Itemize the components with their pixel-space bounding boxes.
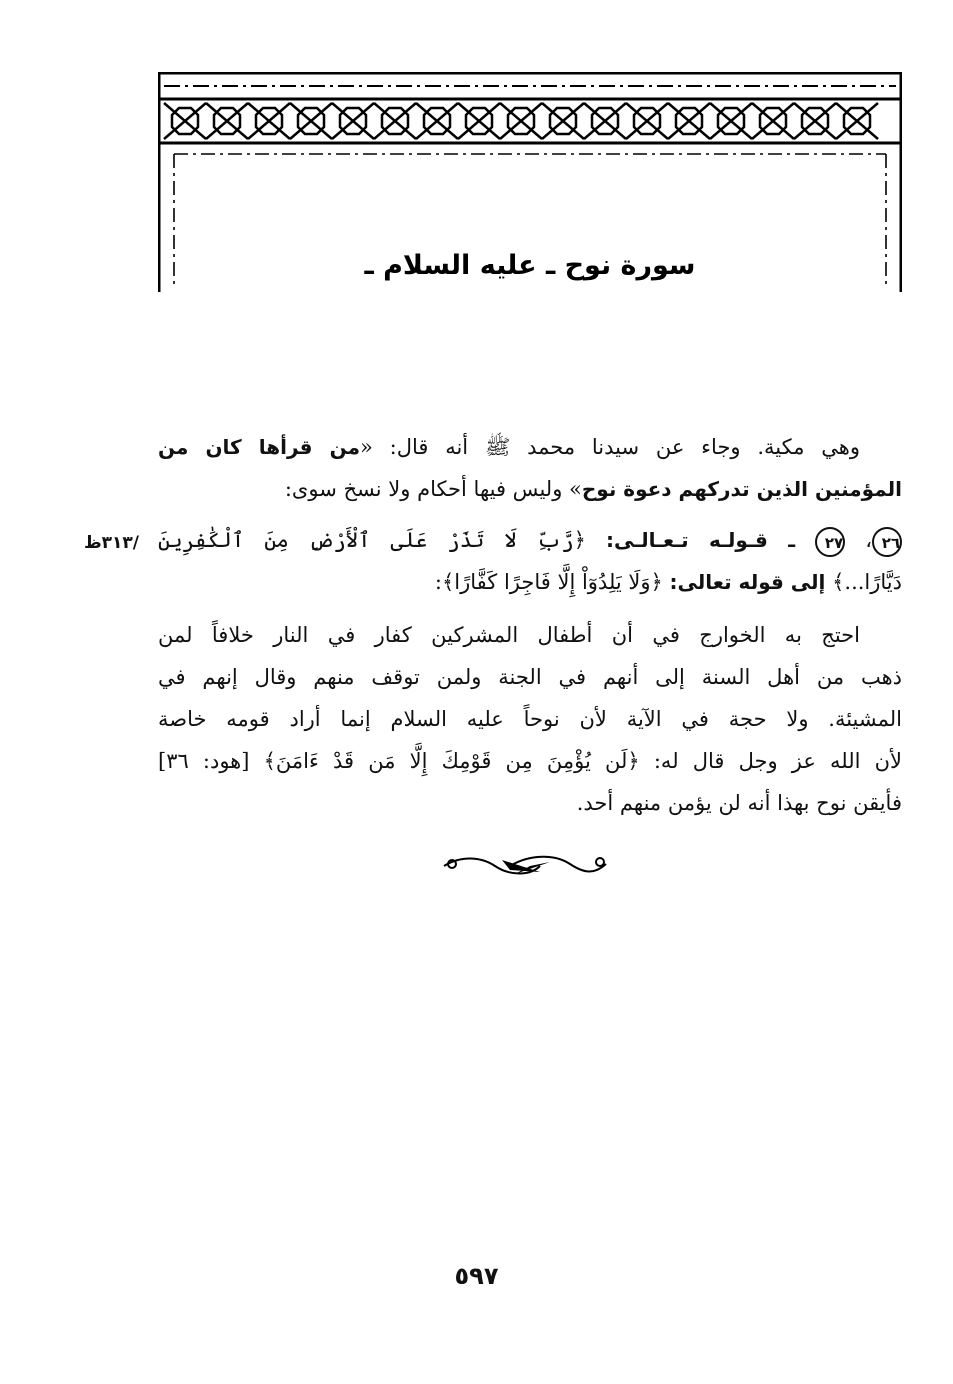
commentary-paragraph: [158, 614, 902, 824]
verse-label: إلى قوله تعالى:: [669, 570, 826, 594]
verse-section: [158, 519, 902, 603]
hadith-text: من قرأها كان من: [158, 435, 360, 459]
quran-quote: ﴿رَّبِّ لَا تَذَرْ عَلَى ٱلْأَرْضِ مِنَ ٱلْكَٰفِرِينَ: [158, 528, 586, 552]
ayah-number-badge: ٢٧: [815, 527, 845, 557]
manuscript-folio-note: /٣١٣ظ: [84, 533, 140, 553]
commentary-line: المشيئة. ولا حجة في الآية لأن نوحاً عليه السلام إنما أراد قومه خاصة: [158, 707, 902, 731]
ornament-divider-icon: [440, 850, 610, 882]
quran-quote: ﴿وَلَا يَلِدُوٓاْ إِلَّا فَاجِرًا كَفَّارًا﴾:: [434, 570, 663, 594]
surah-title: سورة نوح ـ عليه السلام ـ: [364, 250, 696, 281]
commentary-line: فأيقن نوح بهذا أنه لن يؤمن منهم أحد.: [576, 791, 902, 815]
intro-line-1: [158, 426, 902, 468]
intro-text: » وليس فيها أحكام ولا نسخ سوى:: [284, 477, 582, 501]
verse-label: ـ قـولـه تـعـالـى:: [606, 528, 796, 552]
quran-quote: دَيَّارًا...﴾: [832, 570, 902, 594]
verse-line-1: ٢٦، ٢٧ ـ قـولـه تـعـالـى: ﴿رَّبِّ لَا تَذَرْ عَلَى ٱلْأَرْضِ مِنَ ٱلْكَٰفِرِينَ: [158, 519, 902, 561]
commentary-text: لأن الله عز وجل قال له:: [653, 749, 902, 773]
commentary-line: احتج به الخوارج في أن أطفال المشركين كفار في النار خلافاً لمن: [158, 623, 860, 647]
quran-reference: [هود: ٣٦]: [158, 749, 250, 773]
intro-paragraph: [158, 426, 902, 510]
intro-line-2: [158, 468, 902, 510]
intro-text: وهي مكية. وجاء عن سيدنا محمد ﷺ أنه قال: «: [360, 435, 860, 459]
commentary-line-with-quote: [158, 740, 902, 782]
verse-line-2: [158, 561, 902, 603]
surah-header-frame: [158, 72, 902, 294]
page-number: ٥٩٧: [454, 1262, 499, 1290]
quran-quote: ﴿لَن يُؤْمِنَ مِن قَوْمِكَ إِلَّا مَن قَدْ ءَامَنَ﴾: [263, 749, 640, 773]
hadith-text: المؤمنين الذين تدركهم دعوة نوح: [581, 477, 902, 501]
ayah-number-badge: ٢٦: [872, 527, 902, 557]
commentary-line: ذهب من أهل السنة إلى أنهم في الجنة ولمن توقف منهم وقال إنهم في: [158, 665, 902, 689]
